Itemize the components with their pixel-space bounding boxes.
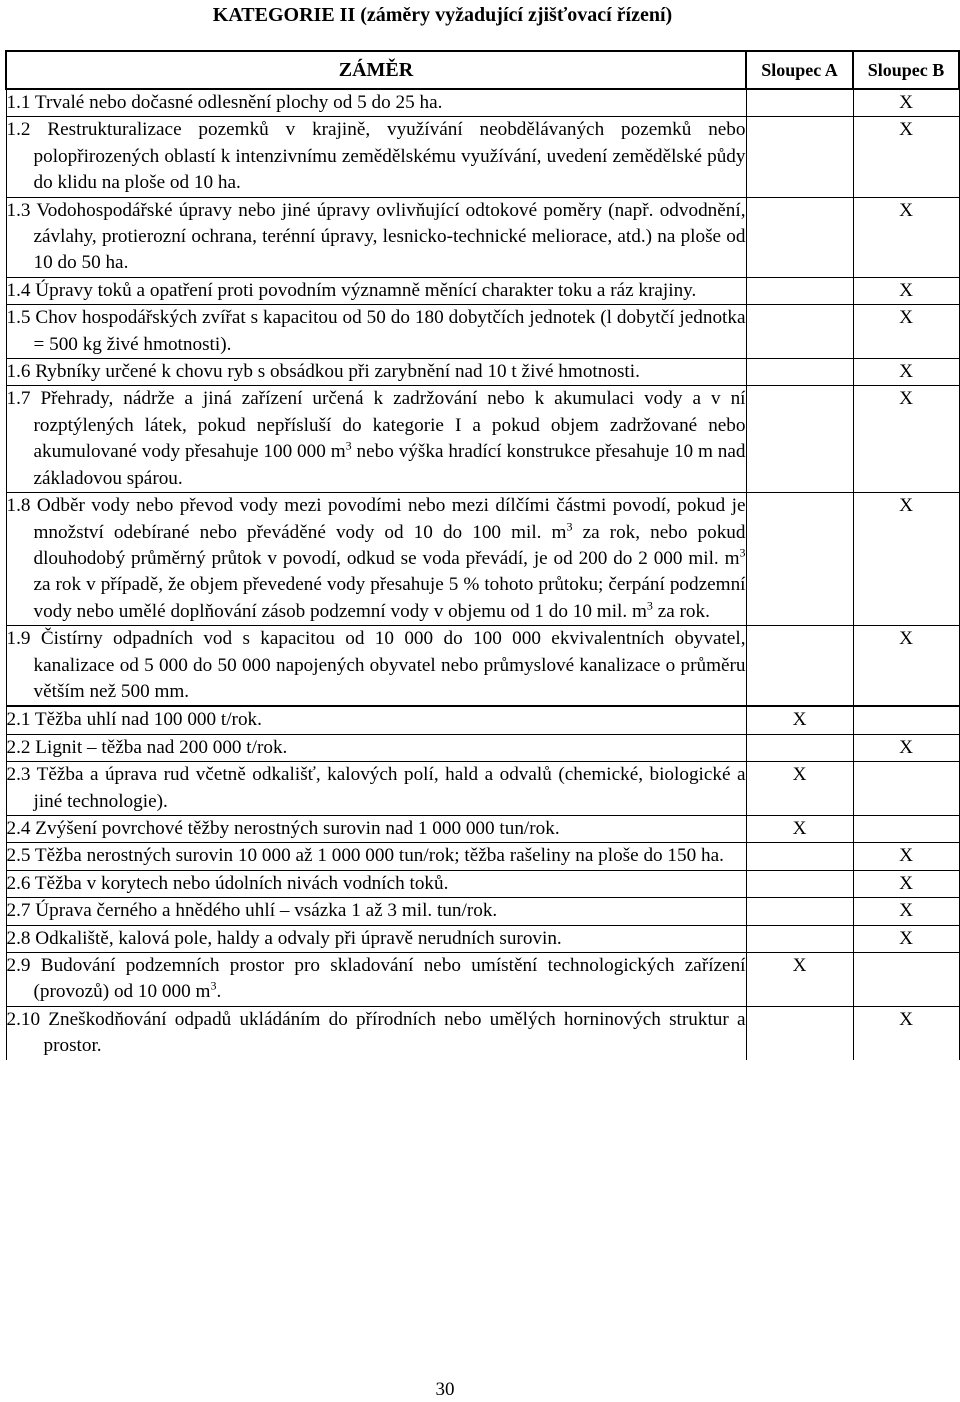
table-row [6, 925, 959, 952]
page-number: 30 [435, 1379, 455, 1400]
row-text [7, 386, 746, 492]
table-row [6, 898, 959, 925]
row-text: 2.5 Těžba nerostných surovin 10 000 až 1 000 000 tun/rok; těžba rašeliny na ploše do 150 ha. [6, 845, 724, 867]
superscript: 3 [646, 598, 653, 613]
table-row [6, 117, 959, 197]
row-text: 1.9 Čistírny odpadních vod s kapacitou od 10 000 do 100 000 ekvivalentních obyvatel, kanalizace od 5 000 do 50 000 napojených obyvatel nebo průmyslové kanalizace o průměru větším než 500 mm. [6, 628, 746, 702]
row-text-part: za rok, nebo pokud dlouhodobý průměrný průtok v povodí, odkud se voda převádí, je od 200 do 2 000 mil. m [33, 521, 746, 569]
row-col-a [746, 359, 853, 386]
row-col-b [853, 762, 959, 816]
row-col-a [746, 305, 853, 359]
superscript: 3 [345, 438, 352, 453]
table-header-row [6, 51, 959, 89]
row-text: 1.1 Trvalé nebo dočasné odlesnění plochy od 5 do 25 ha. [6, 92, 443, 113]
page-heading: KATEGORIE II (záměry vyžadující zjišťovací řízení) [212, 4, 673, 26]
table-row [6, 493, 959, 626]
row-col-a: X [746, 815, 853, 842]
row-text: 1.6 Rybníky určené k chovu ryb s obsádkou při zarybnění nad 10 t živé hmotnosti. [6, 361, 640, 383]
row-text: 2.4 Zvýšení povrchové těžby nerostných surovin nad 1 000 000 tun/rok. [6, 817, 560, 839]
table-row [6, 197, 959, 277]
row-col-a [746, 1006, 853, 1059]
row-text-part: 2.9 Budování podzemních prostor pro skladování nebo umístění technologických zařízení (provozů) od 10 000 m [6, 955, 746, 1003]
row-col-b: X [853, 925, 959, 952]
header-sloupec-a: Sloupec A [746, 51, 853, 89]
table-row [6, 953, 959, 1007]
row-col-b: X [853, 89, 959, 117]
row-col-b: X [853, 197, 959, 277]
table-row [6, 305, 959, 359]
row-text: 2.7 Úprava černého a hnědého uhlí – vsázka 1 až 3 mil. tun/rok. [6, 900, 498, 922]
table-row [6, 89, 959, 117]
table-row [6, 706, 959, 734]
table-row [6, 734, 959, 761]
superscript: 3 [566, 519, 573, 534]
row-col-b: X [853, 493, 959, 626]
row-col-a [746, 197, 853, 277]
table-row [6, 626, 959, 707]
row-col-a [746, 626, 853, 707]
row-col-a [746, 493, 853, 626]
row-col-b: X [853, 734, 959, 761]
row-col-a [746, 89, 853, 117]
row-text: 2.10 Zneškodňování odpadů ukládáním do přírodních nebo umělých horninových struktur a prostor. [6, 1008, 746, 1057]
row-col-b: X [853, 1006, 959, 1059]
table-row [6, 1006, 959, 1059]
row-text: 2.3 Těžba a úprava rud včetně odkališť, kalových polí, hald a odvalů (chemické, biologické a jiné technologie). [6, 764, 746, 812]
row-col-a [746, 386, 853, 493]
row-col-a [746, 843, 853, 870]
row-text-part: . [216, 981, 222, 1003]
row-col-b [853, 706, 959, 734]
row-text-part: za rok. [652, 600, 710, 622]
row-col-a [746, 925, 853, 952]
row-text-part: 1.7 Přehrady, nádrže a jiná zařízení určená k zadržování nebo k akumulaci vody a v ní rozptýlených látek, pokud nepřísluší do kategorie I a pokud objem zadržované nebo akumulované vody přesahuje 100 000 m [6, 388, 746, 463]
row-text [7, 953, 746, 1006]
table-row [6, 277, 959, 304]
row-col-b: X [853, 870, 959, 897]
row-col-b [853, 815, 959, 842]
row-col-a [746, 734, 853, 761]
superscript: 3 [739, 545, 746, 560]
table-row [6, 359, 959, 386]
table-row [6, 870, 959, 897]
header-zamer: ZÁMĚR [6, 51, 746, 89]
row-text: 1.2 Restrukturalizace pozemků v krajině, využívání neobdělávaných pozemků nebo polopřirozených oblastí k intenzivnímu zemědělskému využívání, uvedení zemědělské půdy do klidu na ploše od 10 ha. [6, 119, 746, 194]
row-text: 1.3 Vodohospodářské úpravy nebo jiné úpravy ovlivňující odtokové poměry (např. odvodnění, závlahy, protierozní ochrana, terénní úpravy, lesnicko-technické meliorace, atd.) na ploše od 10 do 50 ha. [6, 199, 746, 274]
row-text: 2.6 Těžba v korytech nebo údolních nivách vodních toků. [6, 872, 449, 894]
row-col-b: X [853, 626, 959, 707]
row-col-b: X [853, 843, 959, 870]
row-text-part: nebo výška hradící konstrukce přesahuje 10 m nad základovou spárou. [33, 441, 746, 489]
row-col-a: X [746, 762, 853, 816]
row-col-a [746, 898, 853, 925]
row-col-a [746, 870, 853, 897]
superscript: 3 [210, 979, 217, 994]
row-text-part: 1.8 Odběr vody nebo převod vody mezi povodími nebo mezi dílčími částmi povodí, pokud je množství odebírané nebo převáděné vody od 10 do 100 mil. m [6, 495, 746, 543]
row-col-b: X [853, 386, 959, 493]
row-col-b: X [853, 305, 959, 359]
row-text-part: za rok v případě, že objem převedené vody přesahuje 5 % tohoto průtoku; čerpání podzemní vody nebo umělé doplňování zásob podzemní vody v objemu od 1 do 10 mil. m [33, 574, 746, 622]
row-col-a: X [746, 706, 853, 734]
table-row [6, 815, 959, 842]
row-text: 2.1 Těžba uhlí nad 100 000 t/rok. [6, 709, 262, 731]
row-col-a: X [746, 953, 853, 1007]
row-col-a [746, 117, 853, 197]
row-text: 1.5 Chov hospodářských zvířat s kapacitou od 50 do 180 dobytčích jednotek (l dobytčí jednotka = 500 kg živé hmotnosti). [6, 307, 746, 355]
row-text: 2.8 Odkaliště, kalová pole, haldy a odvaly při úpravě nerudních surovin. [6, 927, 562, 949]
row-text [7, 493, 746, 625]
row-text: 1.4 Úpravy toků a opatření proti povodním významně měnící charakter toku a ráz krajiny. [6, 279, 697, 301]
table-row [6, 843, 959, 870]
table-row [6, 762, 959, 816]
table-row [6, 386, 959, 493]
row-col-b: X [853, 277, 959, 304]
row-col-b: X [853, 117, 959, 197]
row-col-b [853, 953, 959, 1007]
row-col-b: X [853, 359, 959, 386]
header-sloupec-b: Sloupec B [853, 51, 959, 89]
row-col-b: X [853, 898, 959, 925]
row-text: 2.2 Lignit – těžba nad 200 000 t/rok. [6, 736, 288, 758]
zamery-table [5, 50, 960, 1060]
row-col-a [746, 277, 853, 304]
